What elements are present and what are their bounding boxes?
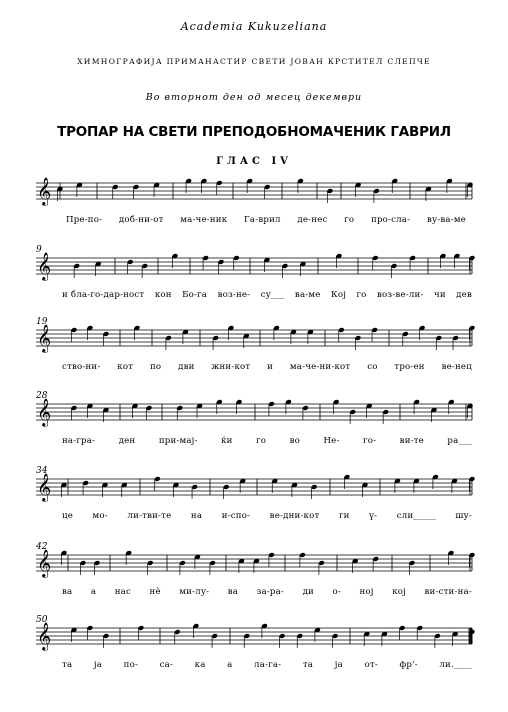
tone-label: ГЛАС IV [216, 156, 292, 167]
lyric-syllable: мо- [92, 511, 108, 521]
lyric-syllable: ву-ва-ме [426, 215, 466, 225]
lyrics-line [62, 436, 472, 446]
treble-clef-icon: 𝄞 [37, 549, 52, 577]
lyric-syllable: за-ра- [256, 587, 285, 597]
lyric-syllable: го [356, 290, 367, 300]
lyric-syllable: ка [194, 660, 206, 670]
lyric-syllable: ја [334, 660, 343, 670]
lyric-syllable: ви-сти-на- [424, 587, 472, 597]
staff-system [0, 542, 508, 615]
lyric-syllable: на [190, 511, 203, 521]
lyric-syllable: ќи [221, 436, 233, 446]
lyric-syllable: со [367, 362, 378, 372]
staff-system [0, 391, 508, 464]
publisher-name: Academia Kukuzeliana [180, 20, 328, 33]
lyric-syllable: а [90, 587, 97, 597]
lyric-syllable: жни-кот [211, 362, 251, 372]
staff [0, 469, 508, 509]
lyric-syllable: Не- [323, 436, 340, 446]
lyric-syllable: чи [433, 290, 446, 300]
treble-clef-icon: 𝄞 [37, 622, 52, 650]
measure-number: 19 [36, 317, 48, 327]
staff [0, 248, 508, 288]
staff [0, 545, 508, 585]
measure-number: 34 [36, 466, 48, 476]
treble-clef-icon: 𝄞 [37, 398, 52, 426]
lyric-syllable: та [302, 660, 314, 670]
measure-number: 50 [36, 615, 48, 625]
lyrics-line [62, 290, 472, 300]
lyric-syllable: а [227, 660, 233, 670]
lyrics-line [62, 511, 472, 521]
lyric-syllable: про-сла- [371, 215, 411, 225]
lyric-syllable: по- [123, 660, 139, 670]
lyric-syllable: нѐ [149, 587, 161, 597]
lyric-syllable: ма-че-ник [180, 215, 228, 225]
feast-date: Во вторнот ден од месец декември [145, 92, 363, 103]
lyric-syllable: кој [392, 587, 406, 597]
lyric-syllable: дев [456, 290, 472, 300]
lyric-syllable: доб-ни-от [118, 215, 164, 225]
lyric-syllable: от- [364, 660, 378, 670]
lyric-syllable: при-мај- [158, 436, 198, 446]
lyric-syllable: воз-ве-ли- [376, 290, 424, 300]
lyric-syllable: ство-ни- [62, 362, 101, 372]
lyric-syllable: ви-те [399, 436, 424, 446]
lyric-syllable: на-гра- [62, 436, 96, 446]
lyric-syllable: фр'- [399, 660, 418, 670]
lyric-syllable: ве-нец [441, 362, 472, 372]
treble-clef-icon: 𝄞 [37, 177, 52, 205]
staff-system [0, 245, 508, 318]
collection-title: ХИМНОГРАФИЈА ПРИМАНАСТИР СВЕТИ ЈОВАН КРСТИТЕЛ СЛЕПЧЕ [77, 57, 431, 66]
lyric-syllable: ве-дни-кот [269, 511, 320, 521]
staff-system [0, 615, 508, 688]
lyrics-line [62, 362, 472, 372]
lyric-syllable: во [289, 436, 301, 446]
lyric-syllable: Пре-по- [66, 215, 103, 225]
hymn-title: ТРОПАР НА СВЕТИ ПРЕПОДОБНОМАЧЕНИК ГАВРИЛ [57, 124, 451, 140]
lyric-syllable: са- [159, 660, 174, 670]
staff-system [0, 317, 508, 390]
lyric-syllable: го [344, 215, 355, 225]
lyric-syllable: ној [359, 587, 374, 597]
lyric-syllable: ја [93, 660, 103, 670]
lyric-syllable: кон [154, 290, 172, 300]
lyric-syllable: и-спо- [221, 511, 251, 521]
lyric-syllable: ли.____ [439, 660, 472, 670]
staff [0, 618, 508, 658]
treble-clef-icon: 𝄞 [37, 324, 52, 352]
lyric-syllable: воз-не- [217, 290, 251, 300]
lyric-syllable: су___ [260, 290, 285, 300]
lyrics-line [62, 660, 472, 670]
lyric-syllable: ми-лу- [179, 587, 210, 597]
staff-system [0, 173, 508, 243]
lyrics-line [62, 587, 472, 597]
lyric-syllable: кот [117, 362, 134, 372]
lyric-syllable: го [256, 436, 267, 446]
lyric-syllable: ден [118, 436, 136, 446]
measure-number: 9 [36, 245, 42, 255]
staff [0, 320, 508, 360]
treble-clef-icon: 𝄞 [37, 473, 52, 501]
lyric-syllable: по [149, 362, 162, 372]
lyric-syllable: и [267, 362, 274, 372]
lyric-syllable: ма-че-ни-кот [289, 362, 351, 372]
lyric-syllable: дви [178, 362, 195, 372]
lyric-syllable: та [62, 660, 73, 670]
lyric-syllable: Кој [330, 290, 347, 300]
lyric-syllable: Бо-га [182, 290, 208, 300]
lyrics-line [66, 215, 466, 225]
lyric-syllable: шу- [455, 511, 472, 521]
lyric-syllable: де-нес [297, 215, 328, 225]
lyric-syllable: сли_____ [396, 511, 436, 521]
lyric-syllable: о- [332, 587, 341, 597]
staff-system [0, 466, 508, 539]
lyric-syllable: ва [62, 587, 73, 597]
lyric-syllable: ра___ [447, 436, 472, 446]
lyric-syllable: нас [114, 587, 131, 597]
lyric-syllable: ла-га- [254, 660, 282, 670]
staff [0, 173, 508, 213]
lyric-syllable: Га-врил [244, 215, 281, 225]
lyric-syllable: ү- [369, 511, 378, 521]
lyric-syllable: це [62, 511, 74, 521]
lyric-syllable: го- [363, 436, 377, 446]
lyric-syllable: и бла-го-дар-ност [62, 290, 145, 300]
lyric-syllable: ги [338, 511, 350, 521]
measure-number: 28 [36, 391, 48, 401]
lyric-syllable: ва-ме [294, 290, 321, 300]
lyric-syllable: ва [227, 587, 239, 597]
lyric-syllable: ли-тви-те [127, 511, 172, 521]
measure-number: 42 [36, 542, 48, 552]
treble-clef-icon: 𝄞 [37, 252, 52, 280]
lyric-syllable: ди [302, 587, 314, 597]
staff [0, 394, 508, 434]
lyric-syllable: тро-ен [394, 362, 425, 372]
